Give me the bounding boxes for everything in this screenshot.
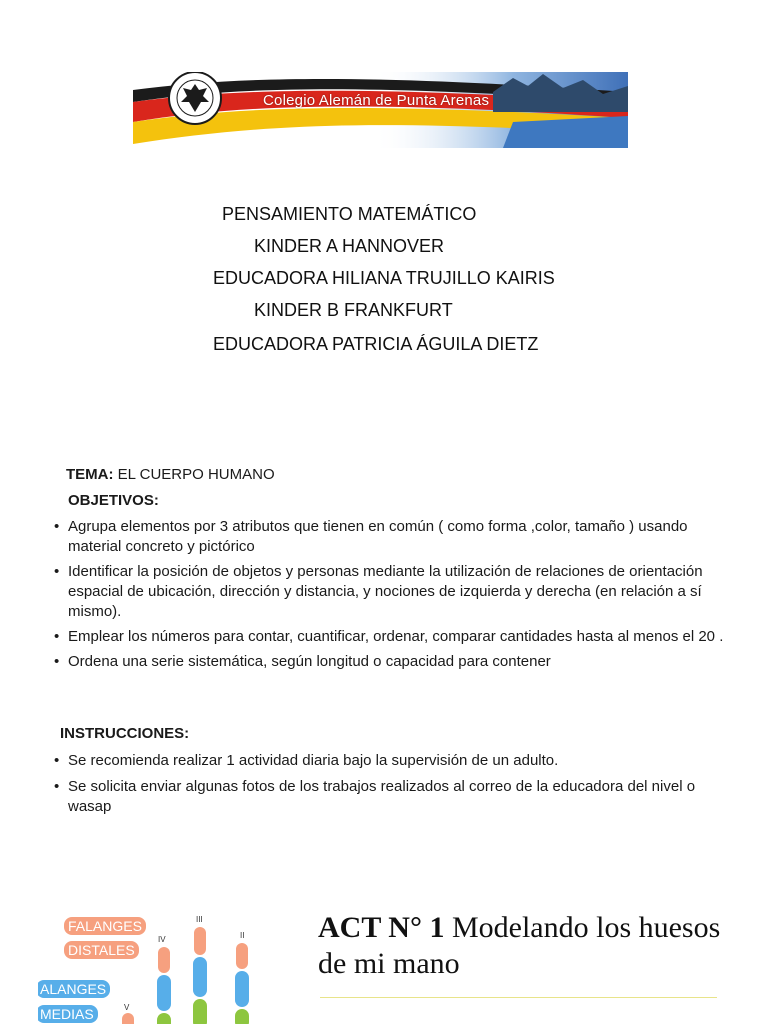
list-item (54, 777, 734, 817)
finger-label: III (196, 915, 203, 924)
class-a: KINDER A HANNOVER (254, 236, 445, 256)
instrucciones-list (54, 751, 734, 817)
activity-name: Modelando los huesos de mi mano (318, 911, 721, 980)
bullet-icon: • (54, 653, 60, 670)
label-falanges: FALANGES (64, 917, 146, 935)
school-name: Colegio Alemán de Punta Arenas (263, 92, 490, 109)
objetivos-heading-text: OBJETIVOS: (68, 492, 159, 509)
bullet-icon: • (54, 563, 60, 580)
bullet-icon: • (54, 518, 60, 535)
instrucciones-heading (54, 724, 734, 744)
activity-divider (320, 997, 717, 998)
subject-title: PENSAMIENTO MATEMÁTICO (222, 204, 477, 224)
list-item (54, 627, 734, 647)
school-banner (133, 72, 628, 148)
objetivos-list (54, 517, 734, 672)
activity-title (318, 910, 738, 982)
teacher-b: EDUCADORA PATRICIA ÁGUILA DIETZ (213, 334, 539, 354)
tema-value: EL CUERPO HUMANO (117, 466, 275, 483)
objetivo-text: Identificar la posición de objetos y personas mediante la utilización de relaciones de orientación espacial de ubicación, dirección y distancia, y nociones de izquierda y derecha (en relación a sí mismo). (68, 563, 703, 620)
label-falanges-medias: ALANGES (38, 980, 110, 998)
list-item (54, 652, 734, 672)
label-medias: MEDIAS (38, 1005, 98, 1023)
tema-line (54, 465, 734, 485)
objetivo-text: Ordena una serie sistemática, según longitud o capacidad para contener (68, 653, 551, 670)
class-b: KINDER B FRANKFURT (254, 300, 453, 320)
hand-bones-illustration (38, 905, 288, 1024)
bullet-icon: • (54, 778, 60, 795)
banner-flag-graphic (133, 72, 628, 148)
teacher-a: EDUCADORA HILIANA TRUJILLO KAIRIS (213, 268, 555, 288)
objetivo-text: Emplear los números para contar, cuantificar, ordenar, comparar cantidades hasta al menos el 20 . (68, 628, 724, 645)
bullet-icon: • (54, 628, 60, 645)
activity-prefix: ACT N° 1 (318, 911, 445, 944)
list-item (54, 517, 734, 557)
instruccion-text: Se solicita enviar algunas fotos de los trabajos realizados al correo de la educadora del nivel o wasap (68, 778, 696, 815)
finger-label: II (240, 931, 245, 940)
finger-label: IV (158, 935, 166, 944)
list-item (54, 751, 734, 771)
label-distales: DISTALES (64, 941, 139, 959)
instruccion-text: Se recomienda realizar 1 actividad diaria bajo la supervisión de un adulto. (68, 752, 559, 769)
instrucciones-heading-text: INSTRUCCIONES: (60, 725, 190, 742)
finger-label: V (124, 1003, 130, 1012)
bullet-icon: • (54, 752, 60, 769)
tema-label: TEMA: (66, 466, 114, 483)
objetivos-heading (54, 491, 734, 511)
list-item (54, 562, 734, 622)
finger-bones-graphic (38, 905, 288, 1024)
objetivo-text: Agrupa elementos por 3 atributos que tienen en común ( como forma ,color, tamaño ) usando material concreto y pictórico (68, 518, 688, 555)
